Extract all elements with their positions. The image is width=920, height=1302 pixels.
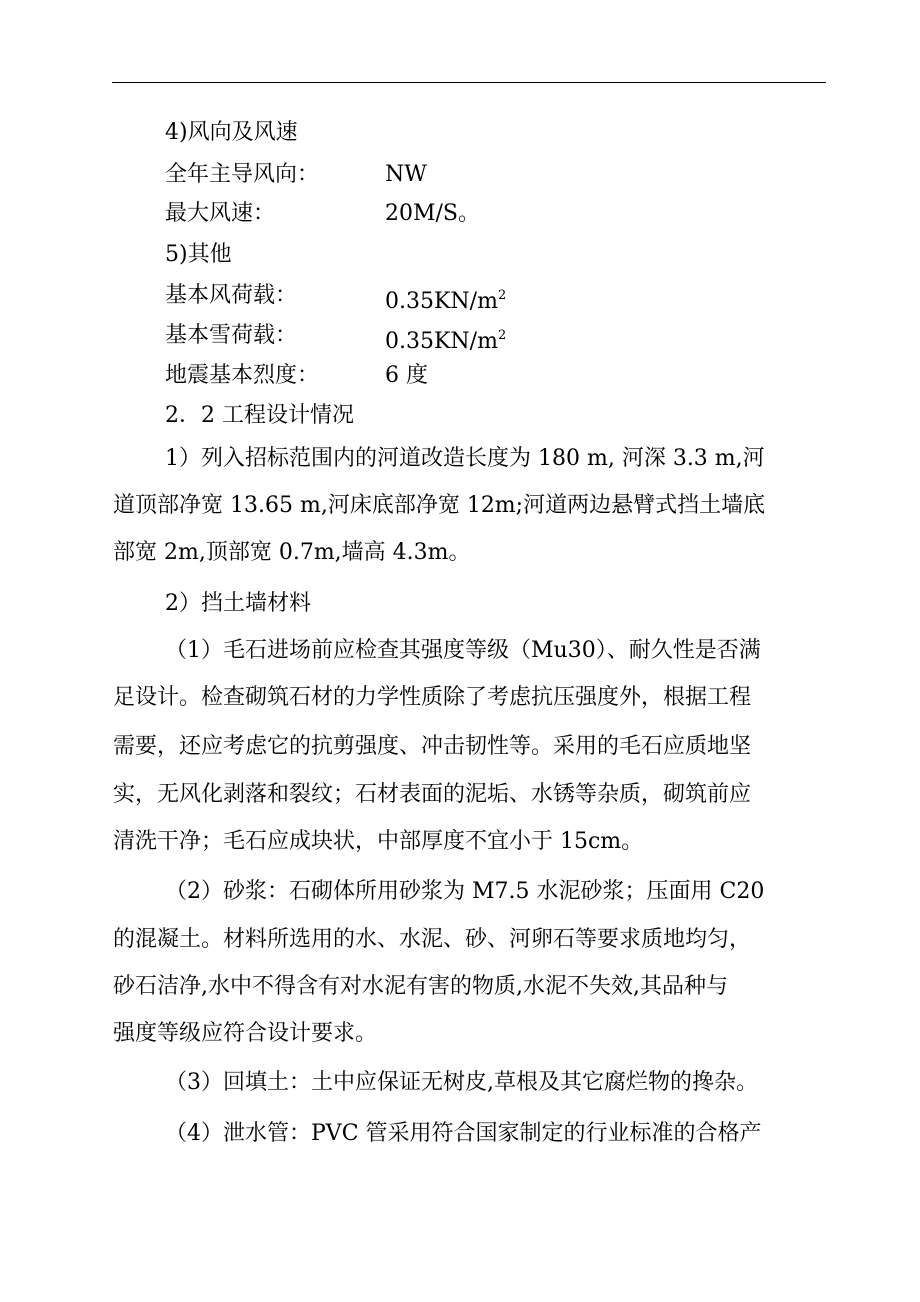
item2-line2: 的混凝土。材料所选用的水、水泥、砂、河卵石等要求质地均匀，	[113, 927, 752, 952]
snow-load-number: 0.35KN/m	[385, 329, 498, 354]
other-heading: 5)其他	[165, 242, 232, 267]
snow-load-value	[385, 321, 506, 357]
snow-load-superscript: 2	[497, 328, 507, 343]
wind-direction-label: 全年主导风向：	[165, 162, 320, 187]
item2-line1: （2）砂浆：石砌体所用砂浆为 M7.5 水泥砂浆；压面用 C20	[165, 879, 765, 904]
para1-line2: 道顶部净宽 13.65 m,河床底部净宽 12m;河道两边悬臂式挡土墙底	[113, 493, 766, 518]
section-title: 2．2 工程设计情况	[165, 403, 354, 428]
item1-line2: 足设计。检查砌筑石材的力学性质除了考虑抗压强度外，根据工程	[113, 685, 752, 710]
max-wind-speed-label: 最大风速：	[165, 201, 276, 226]
item1-line5: 清洗干净；毛石应成块状，中部厚度不宜小于 15cm。	[113, 829, 644, 854]
item3-line1: （3）回填土：土中应保证无树皮,草根及其它腐烂物的搀杂。	[165, 1070, 758, 1095]
seismic-label: 地震基本烈度：	[165, 363, 320, 388]
header-rule	[112, 82, 826, 83]
item1-line1: （1）毛石进场前应检查其强度等级（Mu30）、耐久性是否满	[165, 638, 761, 663]
seismic-value: 6 度	[385, 363, 428, 388]
wind-heading: 4)风向及风速	[165, 120, 298, 145]
item2-line3: 砂石洁净,水中不得含有对水泥有害的物质,水泥不失效,其品种与	[113, 974, 728, 999]
item1-line4: 实，无风化剥落和裂纹；石材表面的泥垢、水锈等杂质，砌筑前应	[113, 782, 752, 807]
item1-line3: 需要，还应考虑它的抗剪强度、冲击韧性等。采用的毛石应质地坚	[113, 734, 752, 759]
wind-load-value	[385, 281, 506, 317]
snow-load-label: 基本雪荷载：	[165, 323, 298, 348]
para1-line3: 部宽 2m,顶部宽 0.7m,墙高 4.3m。	[113, 540, 471, 565]
item2-line4: 强度等级应符合设计要求。	[113, 1021, 378, 1046]
wind-load-number: 0.35KN/m	[385, 289, 498, 314]
item4-line1: （4）泄水管：PVC 管采用符合国家制定的行业标准的合格产	[165, 1121, 762, 1146]
wind-direction-value: NW	[385, 162, 427, 187]
max-wind-speed-value: 20M/S。	[385, 201, 481, 226]
wind-load-label: 基本风荷载：	[165, 283, 298, 308]
subheading-retaining-wall-materials: 2）挡土墙材料	[165, 591, 311, 616]
para1-line1: 1）列入招标范围内的河道改造长度为 180 m, 河深 3.3 m,河	[165, 446, 765, 471]
wind-load-superscript: 2	[497, 288, 507, 303]
